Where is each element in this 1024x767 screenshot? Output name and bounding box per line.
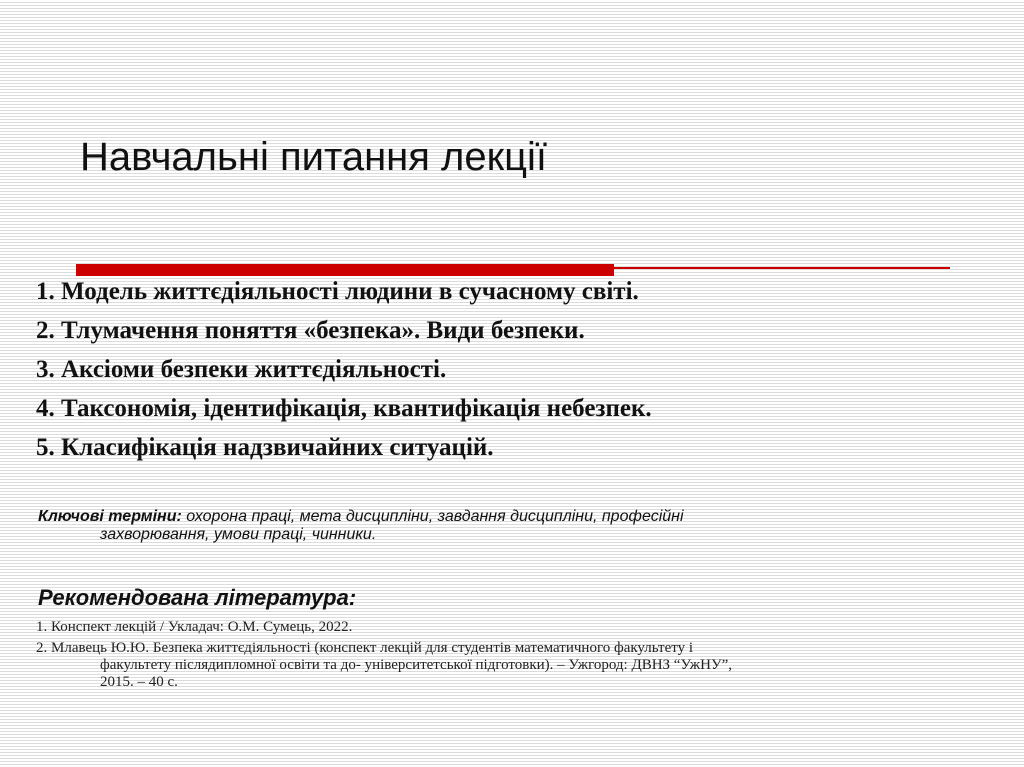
question-item: 4. Таксономія, ідентифікація, квантифікація небезпек.: [36, 395, 652, 422]
key-terms-label: Ключові терміни:: [38, 508, 182, 525]
lecture-questions-list: [36, 272, 652, 467]
literature-item-2-line-3: 2015. – 40 с.: [100, 674, 178, 690]
literature-item-2-line-2: факультету післядипломної освіти та до- університетської підготовки). – Ужгород: ДВНЗ “УжНУ”,: [100, 657, 732, 673]
question-item: 5. Класифікація надзвичайних ситуацій.: [36, 434, 494, 461]
literature-item-2-line-1: 2. Млавець Ю.Ю. Безпека життєдіяльності (конспект лекцій для студентів математичного факультету і: [36, 640, 694, 656]
question-item: 3. Аксіоми безпеки життєдіяльності.: [36, 356, 447, 383]
key-terms: [38, 508, 968, 544]
key-terms-text: охорона праці, мета дисципліни, завдання дисципліни, професійні: [181, 508, 684, 525]
literature-item-1: 1. Конспект лекцій / Укладач: О.М. Сумець, 2022.: [36, 619, 353, 635]
title-underline-thin: [614, 267, 950, 269]
literature-heading: Рекомендована література:: [38, 585, 357, 610]
question-item: 2. Тлумачення поняття «безпека». Види безпеки.: [36, 317, 585, 344]
literature-item-2: [36, 640, 966, 691]
key-terms-text-continued: захворювання, умови праці, чинники.: [100, 526, 377, 543]
question-item: 1. Модель життєдіяльності людини в сучасному світі.: [36, 278, 639, 305]
slide-title: Навчальні питання лекції: [80, 135, 548, 179]
